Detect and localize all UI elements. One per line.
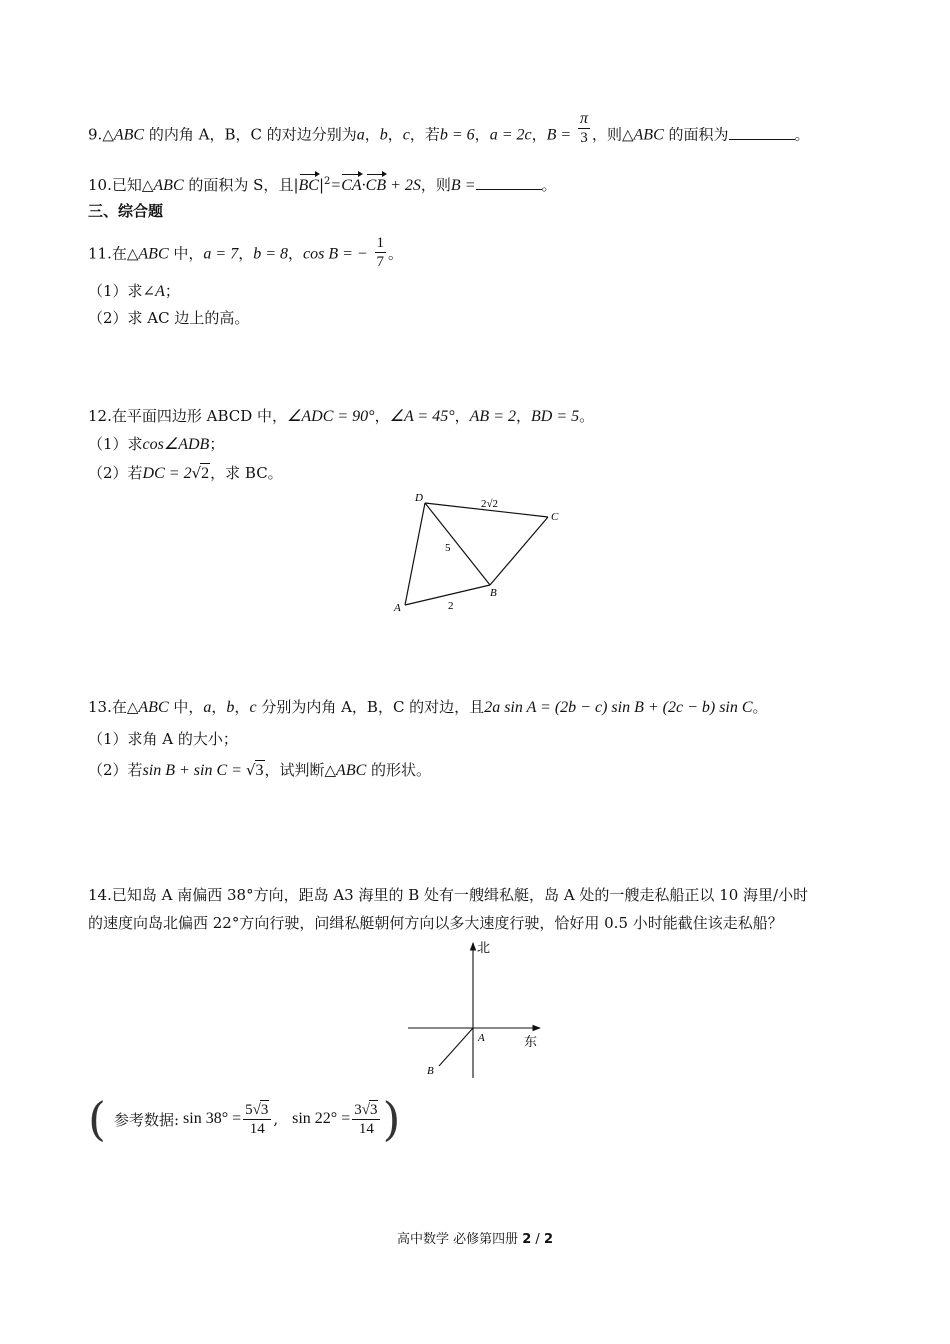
question-14-line-2: 的速度向岛北偏西 22°方向行驶，问缉私艇朝何方向以多大速度行驶，恰好用 0.5 小时能截住该走私船？: [88, 914, 783, 932]
pi-over-3-fraction: $\frac{\pi}{3}$: [579, 110, 588, 146]
question-12-part-2: （2）若DC = 2√2，求 BC。: [88, 464, 283, 482]
dc-length-label: 2√2: [481, 498, 499, 510]
vector-ca: CA: [341, 177, 362, 194]
question-11-part-2: （2）求 AC 边上的高。: [88, 309, 250, 327]
north-label: 北: [477, 940, 491, 955]
question-10: 10.已知△ABC 的面积为 S，且$|BC|^2=CA\cdot CB + 2S$，则B = 。: [88, 176, 557, 194]
question-13: 13.在△ABC 中，a，b，c 分别为内角 A，B，C 的对边，且2a sin A = (2b − c) sin B + (2c − b) sin C。: [88, 698, 768, 716]
answer-blank: [476, 175, 542, 190]
right-paren: ): [382, 1092, 401, 1146]
section-header: 三、综合题: [88, 202, 164, 220]
edge-cb: [490, 517, 548, 585]
bd-length-label: 5: [445, 542, 451, 554]
vector-cb: CB: [365, 177, 387, 194]
vertex-b-label: B: [490, 587, 497, 599]
question-12: 12.在平面四边形 ABCD 中，∠ADC = 90°，∠A = 45°，AB = 2，BD = 5。: [88, 407, 595, 425]
sin22-fraction: $\frac{3√3}{14}$: [352, 1100, 380, 1138]
answer-blank: [729, 125, 795, 140]
vector-bc: BC: [298, 177, 319, 194]
question-12-part-1: （1）求cos∠ADB；: [88, 435, 225, 453]
question-13-part-2: （2）若sin B + sin C = √3，试判断△ABC 的形状。: [88, 761, 432, 779]
question-11-part-1: （1）求∠A；: [88, 282, 180, 300]
compass-figure: [400, 938, 550, 1083]
point-b-label: B: [427, 1065, 434, 1077]
vertex-d-label: D: [415, 492, 423, 504]
east-label: 东: [524, 1034, 538, 1049]
question-14-line-1: 14.已知岛 A 南偏西 38°方向，距岛 A3 海里的 B 处有一艘缉私艇，岛 A 处的一艘走私船正以 10 海里/小时: [88, 886, 809, 904]
quadrilateral-figure: [385, 488, 565, 613]
vertex-a-label: A: [394, 602, 401, 613]
page-footer: 高中数学 必修第四册 2 / 2: [396, 1232, 553, 1247]
sin38-fraction: $\frac{5√3}{14}$: [243, 1100, 271, 1138]
edge-bd: [425, 503, 490, 585]
question-11: 11.在△ABC 中，a = 7，b = 8，cos B = − $\frac{1}{7}$ 。: [88, 235, 404, 270]
reference-data: ( 参考数据: sin 38° = $\frac{5√3}{14}$ , sin 22° = $\frac{3√3}{14}$ ): [88, 1092, 401, 1146]
ab-length-label: 2: [448, 600, 454, 612]
question-9: 9.△ABC 的内角 A，B，C 的对边分别为a，b，c，若b = 6，a = 2c，B = $\frac{\pi}{3}$ ，则△ABC 的面积为 。: [88, 110, 810, 146]
left-paren: (: [88, 1092, 106, 1146]
question-13-part-1: （1）求角 A 的大小；: [88, 730, 238, 748]
segment-ab: [439, 1028, 473, 1066]
one-seventh-fraction: $\frac{1}{7}$: [376, 235, 385, 270]
vertex-c-label: C: [551, 511, 559, 523]
edge-da: [405, 503, 425, 605]
point-a-label: A: [478, 1032, 485, 1044]
